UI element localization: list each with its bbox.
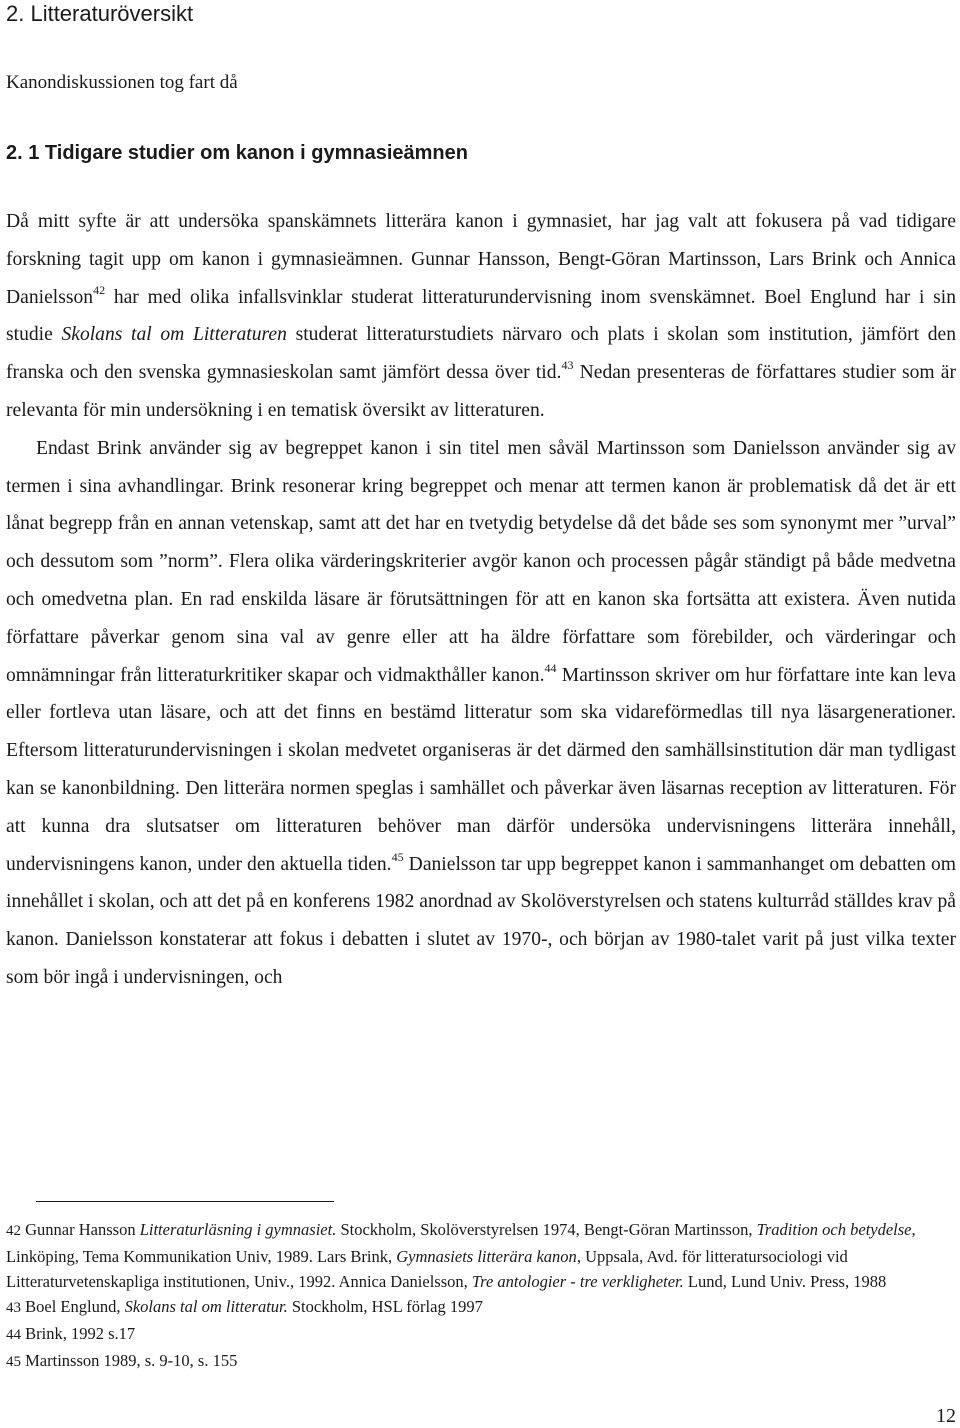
text-span: , Linköping, Tema Kommunikation Univ, 1989. Lars Brink,: [6, 1220, 916, 1266]
work-title: Skolans tal om Litteraturen: [61, 324, 287, 346]
text-span: Endast Brink använder sig av begreppet kanon i sin titel men såväl Martinsson som Danielsson använder sig av termen i sina avhandlingar. Brink resonerar kring begreppet och menar att termen kanon är problematisk då det är ett lånat begrepp från en annan vetenskap, samt att det har en tvetydig betydelse då det både ses som synonymt mer ”urval” och dessutom som ”norm”. Flera olika värderingskriterier avgör kanon och processen pågår ständigt på både medvetna och omedvetna plan. En rad enskilda läsare är förutsättningen för att en kanon ska fortsätta att existera. Även nutida författare påverkar genom sina val av genre eller att ha äldre författare som förebilder, och värderingar och omnämningar från litteraturkritiker skapar och vidmakthåller kanon.: [6, 437, 956, 686]
body-text: [6, 203, 956, 997]
text-span: Då mitt syfte är att undersöka spanskämnets litterära kanon i gymnasiet, har jag valt att fokusera på vad tidigare forskning tagit upp om kanon i gymnasieämnen. Gunnar Hansson, Bengt-Göran Martinsson, Lars Brink och Annica Danielsson: [6, 211, 956, 308]
chapter-heading: 2. Litteraturöversikt: [6, 1, 194, 26]
section-heading: 2. 1 Tidigare studier om kanon i gymnasieämnen: [6, 142, 468, 164]
text-span: Brink, 1992 s.17: [21, 1324, 136, 1343]
work-title: Litteraturläsning i gymnasiet.: [139, 1220, 337, 1239]
text-span: har med olika infallsvinklar studerat litteraturundervisning inom svenskämnet. Boel Englund har i sin studie: [6, 286, 956, 346]
footnote-ref-43[interactable]: 43: [561, 358, 574, 373]
footnote-number: 43: [6, 1300, 21, 1316]
footnote-ref-45[interactable]: 45: [391, 849, 404, 864]
footnote-ref-44[interactable]: 44: [544, 660, 557, 675]
footnote-separator: [36, 1201, 334, 1202]
footnote-43: [6, 1294, 956, 1321]
footnote-45: [6, 1348, 956, 1375]
text-span: Martinsson 1989, s. 9-10, s. 155: [21, 1351, 238, 1370]
footnote-number: 44: [6, 1327, 21, 1343]
text-span: Martinsson skriver om hur författare inte kan leva eller fortleva utan läsare, och att det finns en bestämd litteratur som ska vidareförmedlas till nya läsargenerationer. Eftersom litteraturundervisningen i skolan medvetet organiseras är det därmed den samhällsinstitution där man tydligast kan se kanonbildning. Den litterära normen speglas i samhället och påverkar även läsarnas reception av litteraturen. För att kunna dra slutsatser om litteraturen behöver man därför undersöka undervisningens litterära innehåll, undervisningens kanon, under den aktuella tiden.: [6, 664, 956, 875]
work-title: Tradition och betydelse: [756, 1220, 912, 1239]
text-span: studerat litteraturstudiets närvaro och plats i skolan som institution, jämfört den franska och den svenska gymnasieskolan samt jämfört dessa över tid.: [6, 324, 957, 384]
work-title: Tre antologier - tre verkligheter.: [471, 1272, 684, 1291]
footnotes: [6, 1217, 956, 1375]
text-span: Boel Englund,: [21, 1297, 125, 1316]
footnote-ref-42[interactable]: 42: [93, 282, 106, 297]
paragraph-2: [6, 430, 956, 997]
text-span: Stockholm, HSL förlag 1997: [287, 1297, 483, 1316]
paragraph-1: [6, 203, 956, 430]
intro-line: Kanondiskussionen tog fart då: [6, 72, 238, 93]
text-span: , Uppsala, Avd. för litteratursociologi vid Litteraturvetenskapliga institutionen, Univ., 1992. Annica Danielsson,: [6, 1247, 848, 1291]
footnote-number: 45: [6, 1354, 21, 1370]
text-span: Nedan presenteras de författares studier som är relevanta för min undersökning i en tematisk översikt av litteraturen.: [6, 362, 956, 421]
text-span: Stockholm, Skolöverstyrelsen 1974, Bengt-Göran Martinsson,: [336, 1220, 757, 1239]
text-span: Danielsson tar upp begreppet kanon i sammanhanget om debatten om innehållet i skolan, och att det på en konferens 1982 anordnad av Skolöverstyrelsen och statens kulturråd ställdes krav på kanon. Danielsson konstaterar att fokus i debatten i slutet av 1970-, och början av 1980-talet varit på just vilka texter som bör ingå i undervisningen, och: [6, 853, 957, 988]
work-title: Gymnasiets litterära kanon: [396, 1247, 577, 1266]
footnote-42: [6, 1217, 956, 1294]
text-span: Gunnar Hansson: [21, 1220, 140, 1239]
footnote-number: 42: [6, 1223, 21, 1239]
work-title: Skolans tal om litteratur.: [124, 1297, 288, 1316]
footnote-44: [6, 1321, 956, 1348]
page-number: 12: [936, 1405, 956, 1427]
text-span: Lund, Lund Univ. Press, 1988: [683, 1272, 887, 1291]
